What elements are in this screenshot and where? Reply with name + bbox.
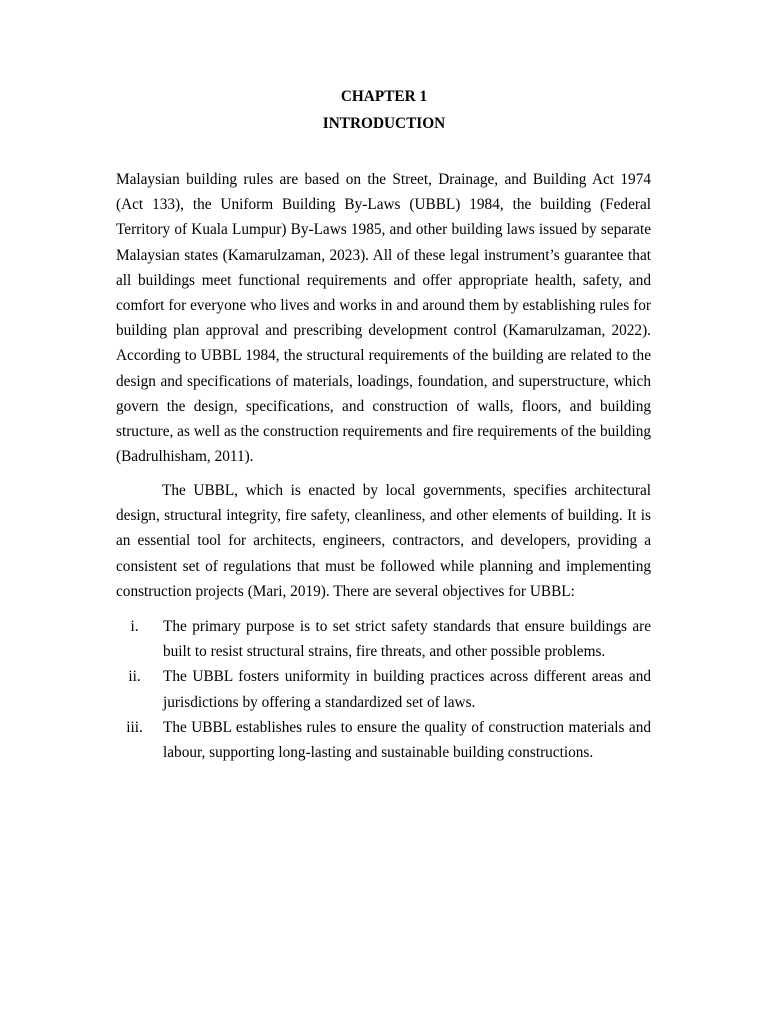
- list-item-number: iii.: [126, 718, 143, 736]
- list-item: [116, 614, 651, 664]
- list-item-text: The UBBL fosters uniformity in building practices across different areas and jurisdictions by offering a standardized set of laws.: [163, 668, 651, 711]
- list-item-text: The UBBL establishes rules to ensure the quality of construction materials and labour, supporting long-lasting and sustainable building constructions.: [163, 718, 651, 762]
- list-item-number: i.: [130, 618, 139, 635]
- list-item-number: ii.: [128, 668, 141, 686]
- objectives-list: [116, 614, 651, 765]
- list-item: [116, 715, 651, 765]
- chapter-title: INTRODUCTION: [322, 115, 446, 132]
- list-item: [116, 664, 651, 714]
- paragraph-intro: Malaysian building rules are based on the Street, Drainage, and Building Act 1974 (Act 133), the Uniform Building By-Laws (UBBL) 1984, the building (Federal Territory of Kuala Lumpur) By-Laws 1985, and other building laws issued by separate Malaysian states (Kamarulzaman, 2023). All of these legal instrument’s guarantee that all buildings meet functional requirements and offer appropriate health, safety, and comfort for everyone who lives and works in and around them by establishing rules for building plan approval and prescribing development control (Kamarulzaman, 2022). According to UBBL 1984, the structural requirements of the building are related to the design and specifications of materials, loadings, foundation, and superstructure, which govern the design, specifications, and construction of walls, floors, and building structure, as well as the construction requirements and fire requirements of the building (Badrulhisham, 2011).: [116, 171, 651, 466]
- chapter-number: CHAPTER 1: [340, 88, 428, 105]
- paragraph-ubbl: The UBBL, which is enacted by local governments, specifies architectural design, structural integrity, fire safety, cleanliness, and other elements of building. It is an essential tool for architects, engineers, contractors, and developers, providing a consistent set of regulations that must be followed while planning and implementing construction projects (Mari, 2019). There are several objectives for UBBL:: [116, 482, 651, 600]
- list-item-text: The primary purpose is to set strict safety standards that ensure buildings are built to resist structural strains, fire threats, and other possible problems.: [163, 618, 651, 661]
